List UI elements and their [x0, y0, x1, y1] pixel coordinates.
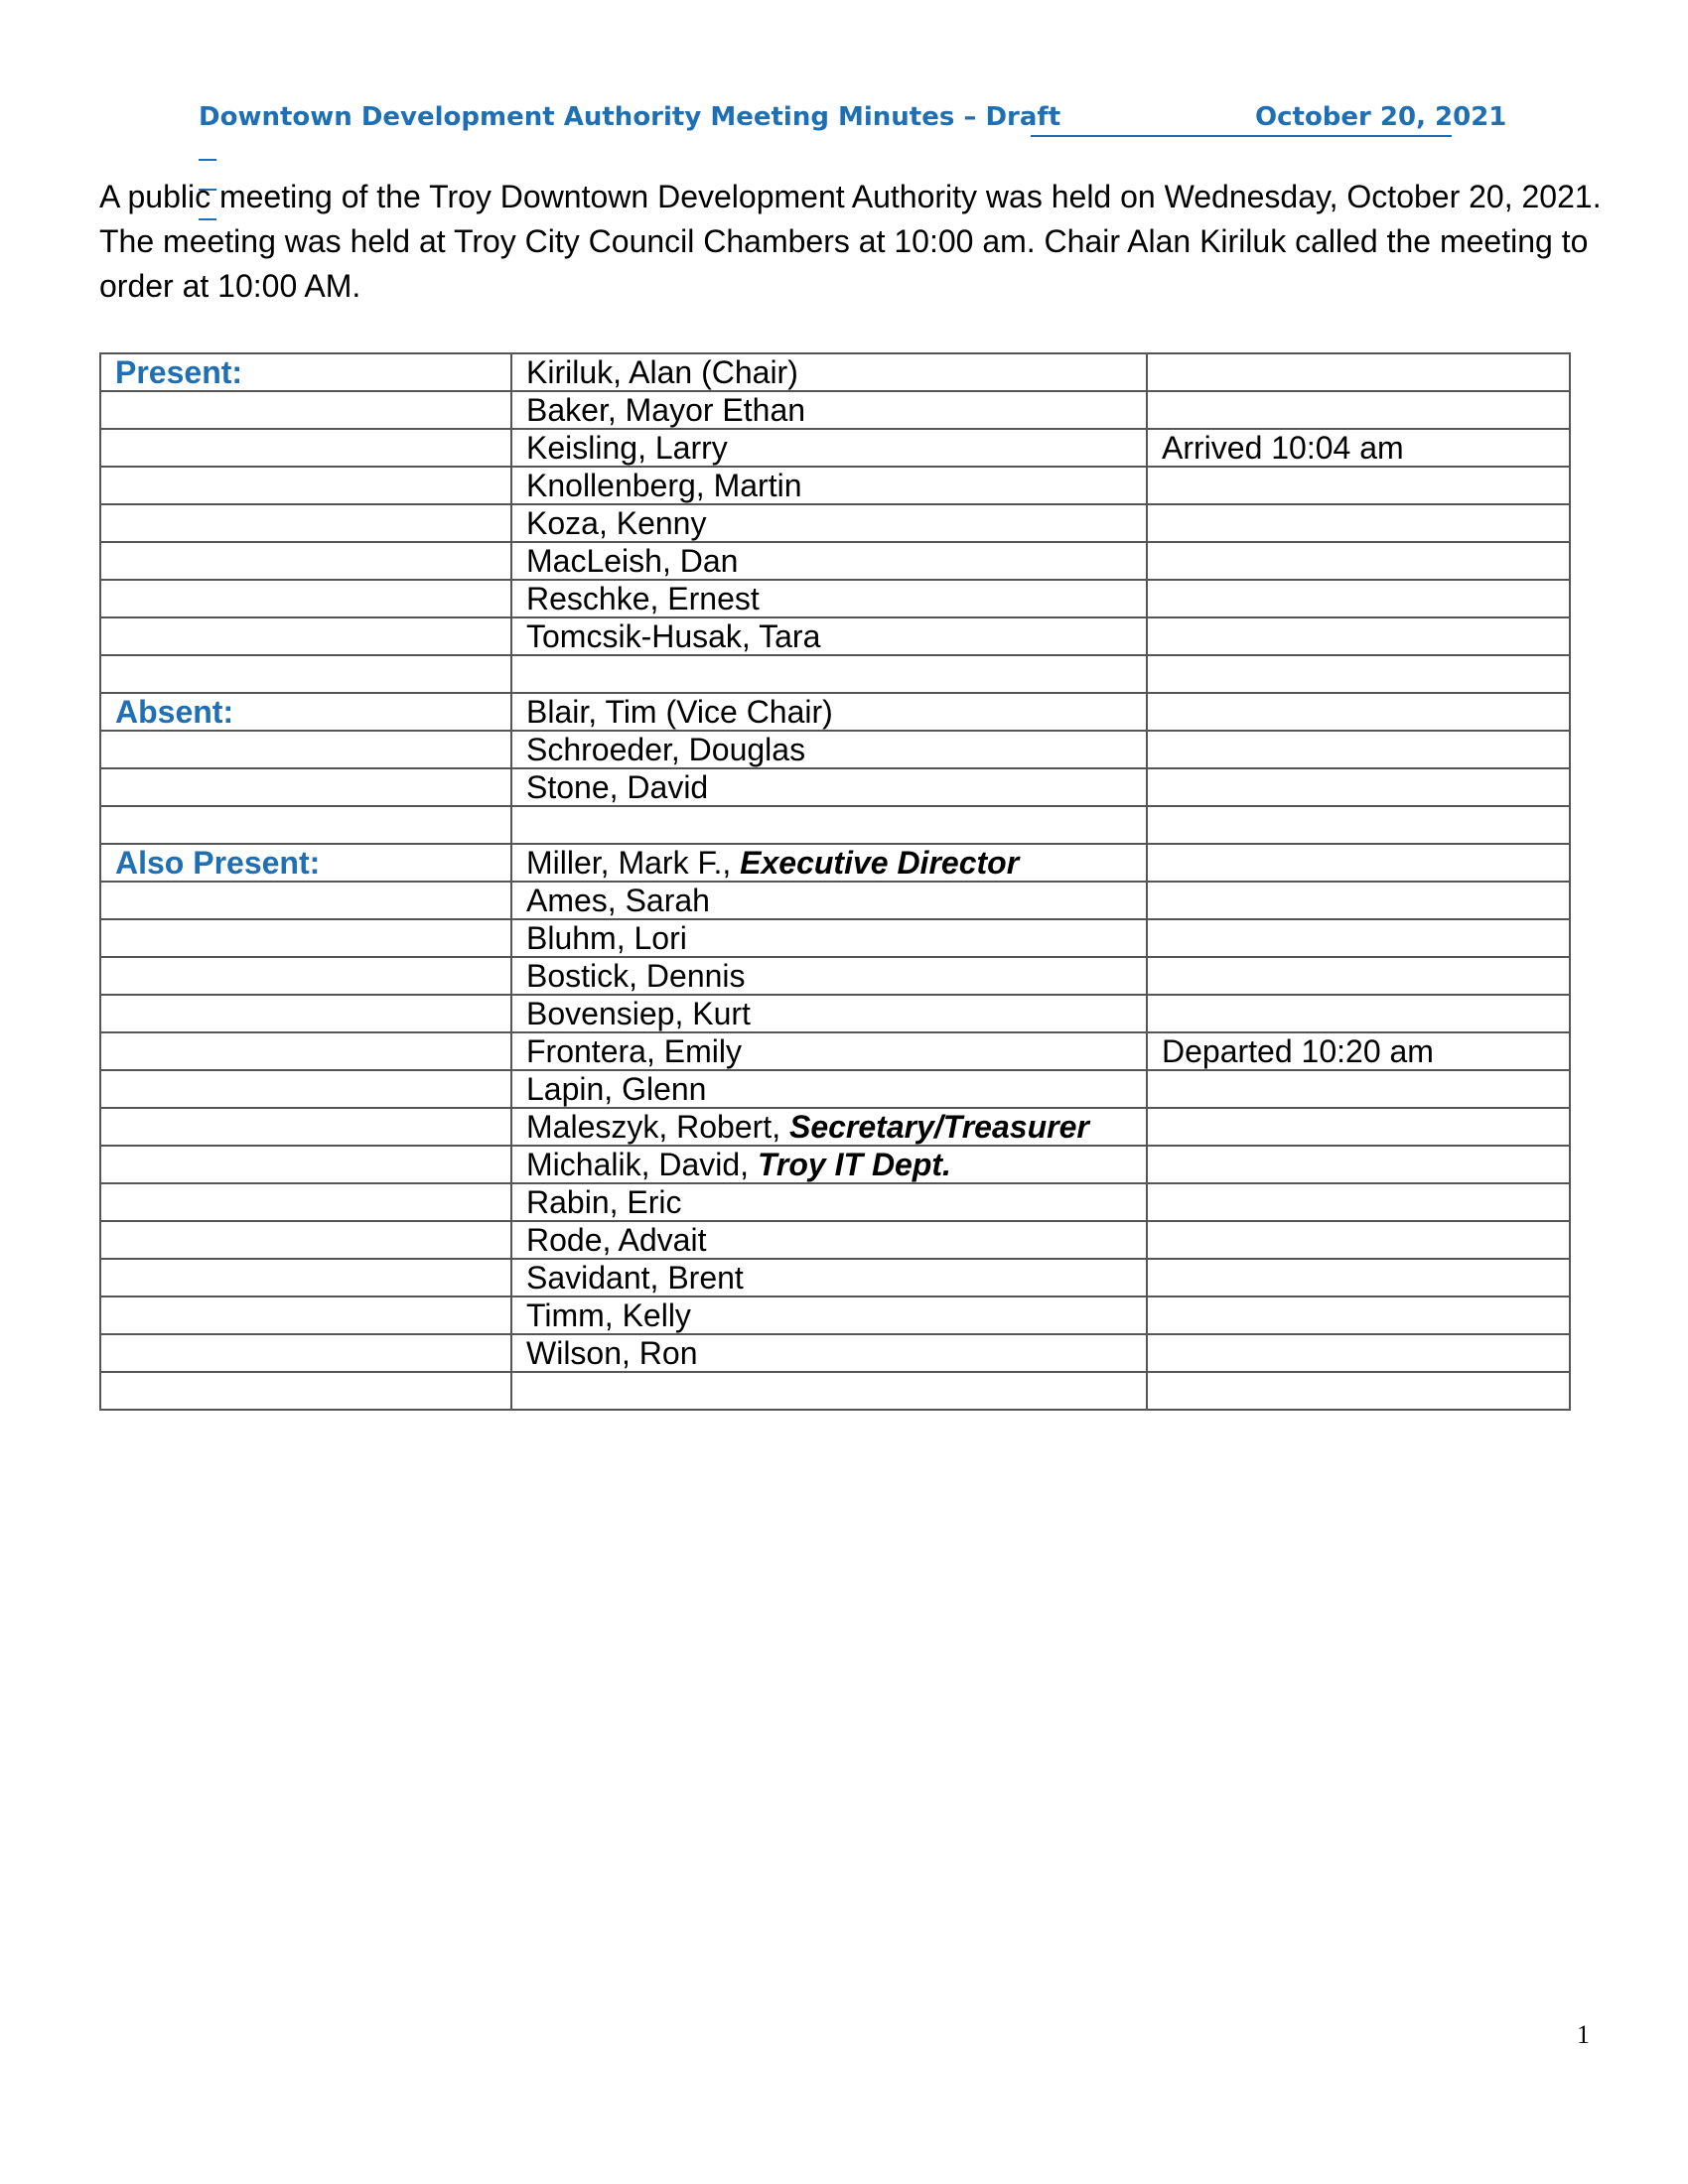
- attendee-cell: [511, 1032, 1147, 1070]
- attendee-cell: [511, 391, 1147, 429]
- section-label-cell: [100, 353, 511, 391]
- section-label: Also Present:: [115, 845, 321, 881]
- note-cell: [1147, 882, 1570, 919]
- section-label-cell: [100, 1259, 511, 1297]
- attendee-name: Michalik, David,: [526, 1147, 758, 1182]
- note-cell: [1147, 391, 1570, 429]
- note-cell: [1147, 655, 1570, 693]
- attendee-cell: [511, 1221, 1147, 1259]
- attendance-note: Departed 10:20 am: [1162, 1033, 1434, 1069]
- note-cell: [1147, 693, 1570, 731]
- section-label-cell: [100, 1070, 511, 1108]
- table-row: [100, 542, 1570, 580]
- table-row: [100, 693, 1570, 731]
- header-title: Downtown Development Authority Meeting Minutes – Draft: [199, 102, 1061, 132]
- table-row: [100, 655, 1570, 693]
- note-cell: [1147, 806, 1570, 844]
- table-row: [100, 1372, 1570, 1410]
- note-cell: [1147, 1070, 1570, 1108]
- section-label-cell: [100, 542, 511, 580]
- attendee-name: Rode, Advait: [526, 1222, 707, 1258]
- attendee-role: Executive Director: [740, 845, 1020, 881]
- table-row: [100, 995, 1570, 1032]
- table-row: [100, 919, 1570, 957]
- section-label-cell: [100, 1334, 511, 1372]
- note-cell: [1147, 580, 1570, 617]
- attendee-cell: [511, 429, 1147, 467]
- attendee-cell: [511, 504, 1147, 542]
- attendee-name: Maleszyk, Robert,: [526, 1109, 789, 1145]
- section-label-cell: [100, 655, 511, 693]
- attendee-name: Miller, Mark F.,: [526, 845, 741, 881]
- note-cell: [1147, 957, 1570, 995]
- section-label-cell: [100, 731, 511, 768]
- attendee-cell: [511, 1108, 1147, 1146]
- section-label-cell: [100, 919, 511, 957]
- attendee-name: Kiriluk, Alan (Chair): [526, 354, 798, 390]
- attendee-name: Ames, Sarah: [526, 883, 710, 918]
- attendee-name: Frontera, Emily: [526, 1033, 742, 1069]
- section-label-cell: [100, 1108, 511, 1146]
- table-row: [100, 1183, 1570, 1221]
- attendee-cell: [511, 957, 1147, 995]
- table-row: [100, 1297, 1570, 1334]
- note-cell: [1147, 1032, 1570, 1070]
- attendee-name: Tomcsik-Husak, Tara: [526, 618, 821, 654]
- note-cell: [1147, 542, 1570, 580]
- table-row: [100, 580, 1570, 617]
- section-label: Present:: [115, 354, 243, 390]
- table-row: [100, 1221, 1570, 1259]
- table-row: [100, 504, 1570, 542]
- table-row: [100, 617, 1570, 655]
- attendee-name: MacLeish, Dan: [526, 543, 739, 579]
- attendee-name: Knollenberg, Martin: [526, 468, 802, 503]
- attendee-cell: [511, 580, 1147, 617]
- attendee-name: Bostick, Dennis: [526, 958, 746, 994]
- section-label-cell: [100, 957, 511, 995]
- attendee-name: Baker, Mayor Ethan: [526, 392, 806, 428]
- attendee-cell: [511, 844, 1147, 882]
- attendee-name: Schroeder, Douglas: [526, 732, 806, 767]
- table-row: [100, 1070, 1570, 1108]
- table-row: [100, 957, 1570, 995]
- note-cell: [1147, 617, 1570, 655]
- section-label-cell: [100, 768, 511, 806]
- section-label-cell: [100, 1372, 511, 1410]
- attendee-cell: [511, 617, 1147, 655]
- attendee-name: Keisling, Larry: [526, 430, 728, 466]
- note-cell: [1147, 1146, 1570, 1183]
- attendee-cell: [511, 919, 1147, 957]
- attendance-table-body: [100, 353, 1570, 1410]
- attendee-name: Blair, Tim (Vice Chair): [526, 694, 833, 730]
- section-label-cell: [100, 580, 511, 617]
- attendee-cell: [511, 542, 1147, 580]
- section-label-cell: [100, 806, 511, 844]
- attendee-cell: [511, 882, 1147, 919]
- note-cell: [1147, 995, 1570, 1032]
- section-label-cell: [100, 1032, 511, 1070]
- document-header: [199, 102, 1507, 142]
- table-row: [100, 391, 1570, 429]
- section-label-cell: [100, 504, 511, 542]
- attendee-cell: [511, 1372, 1147, 1410]
- attendee-role: Secretary/Treasurer: [788, 1109, 1089, 1145]
- attendee-cell: [511, 731, 1147, 768]
- attendee-cell: [511, 768, 1147, 806]
- note-cell: [1147, 1221, 1570, 1259]
- section-label-cell: [100, 467, 511, 504]
- table-row: [100, 1108, 1570, 1146]
- attendee-name: Rabin, Eric: [526, 1184, 682, 1220]
- table-row: [100, 806, 1570, 844]
- table-row: [100, 1032, 1570, 1070]
- section-label-cell: [100, 429, 511, 467]
- note-cell: [1147, 919, 1570, 957]
- section-label-cell: [100, 617, 511, 655]
- table-row: [100, 768, 1570, 806]
- note-cell: [1147, 1372, 1570, 1410]
- note-cell: [1147, 504, 1570, 542]
- attendee-cell: [511, 1146, 1147, 1183]
- section-label: Absent:: [115, 694, 234, 730]
- note-cell: [1147, 844, 1570, 882]
- note-cell: [1147, 429, 1570, 467]
- attendee-cell: [511, 806, 1147, 844]
- table-row: [100, 882, 1570, 919]
- table-row: [100, 1146, 1570, 1183]
- note-cell: [1147, 467, 1570, 504]
- attendee-cell: [511, 1297, 1147, 1334]
- attendee-cell: [511, 693, 1147, 731]
- section-label-cell: [100, 1146, 511, 1183]
- attendee-name: Reschke, Ernest: [526, 581, 760, 616]
- table-row: [100, 844, 1570, 882]
- note-cell: [1147, 353, 1570, 391]
- attendee-name: Bovensiep, Kurt: [526, 996, 751, 1031]
- table-row: [100, 429, 1570, 467]
- attendee-cell: [511, 353, 1147, 391]
- section-label-cell: [100, 391, 511, 429]
- attendee-cell: [511, 995, 1147, 1032]
- attendee-role: Troy IT Dept.: [757, 1147, 951, 1182]
- attendee-cell: [511, 655, 1147, 693]
- attendee-cell: [511, 1183, 1147, 1221]
- page-number: 1: [1577, 2020, 1590, 2049]
- attendance-note: Arrived 10:04 am: [1162, 430, 1404, 466]
- attendee-cell: [511, 1070, 1147, 1108]
- note-cell: [1147, 1297, 1570, 1334]
- section-label-cell: [100, 995, 511, 1032]
- attendee-cell: [511, 1334, 1147, 1372]
- attendee-name: Stone, David: [526, 769, 709, 805]
- section-label-cell: [100, 1297, 511, 1334]
- note-cell: [1147, 1334, 1570, 1372]
- table-row: [100, 1334, 1570, 1372]
- table-row: [100, 353, 1570, 391]
- section-label-cell: [100, 844, 511, 882]
- attendee-cell: [511, 1259, 1147, 1297]
- table-row: [100, 467, 1570, 504]
- attendee-name: Savidant, Brent: [526, 1260, 744, 1296]
- attendee-name: Lapin, Glenn: [526, 1071, 707, 1107]
- note-cell: [1147, 1183, 1570, 1221]
- note-cell: [1147, 1108, 1570, 1146]
- section-label-cell: [100, 1183, 511, 1221]
- attendance-table: [99, 352, 1571, 1411]
- section-label-cell: [100, 693, 511, 731]
- table-row: [100, 731, 1570, 768]
- note-cell: [1147, 731, 1570, 768]
- attendee-name: Timm, Kelly: [526, 1297, 691, 1333]
- section-label-cell: [100, 882, 511, 919]
- table-row: [100, 1259, 1570, 1297]
- attendee-name: Koza, Kenny: [526, 505, 707, 541]
- intro-paragraph: A public meeting of the Troy Downtown Development Authority was held on Wednesday, October 20, 2021. The meeting was held at Troy City Council Chambers at 10:00 am. Chair Alan Kiriluk called the meeting to order at 10:00 AM.: [99, 179, 1602, 304]
- attendee-name: Bluhm, Lori: [526, 920, 687, 956]
- attendee-cell: [511, 467, 1147, 504]
- section-label-cell: [100, 1221, 511, 1259]
- note-cell: [1147, 1259, 1570, 1297]
- attendee-name: Wilson, Ron: [526, 1335, 698, 1371]
- header-date: October 20, 2021: [1255, 102, 1507, 132]
- note-cell: [1147, 768, 1570, 806]
